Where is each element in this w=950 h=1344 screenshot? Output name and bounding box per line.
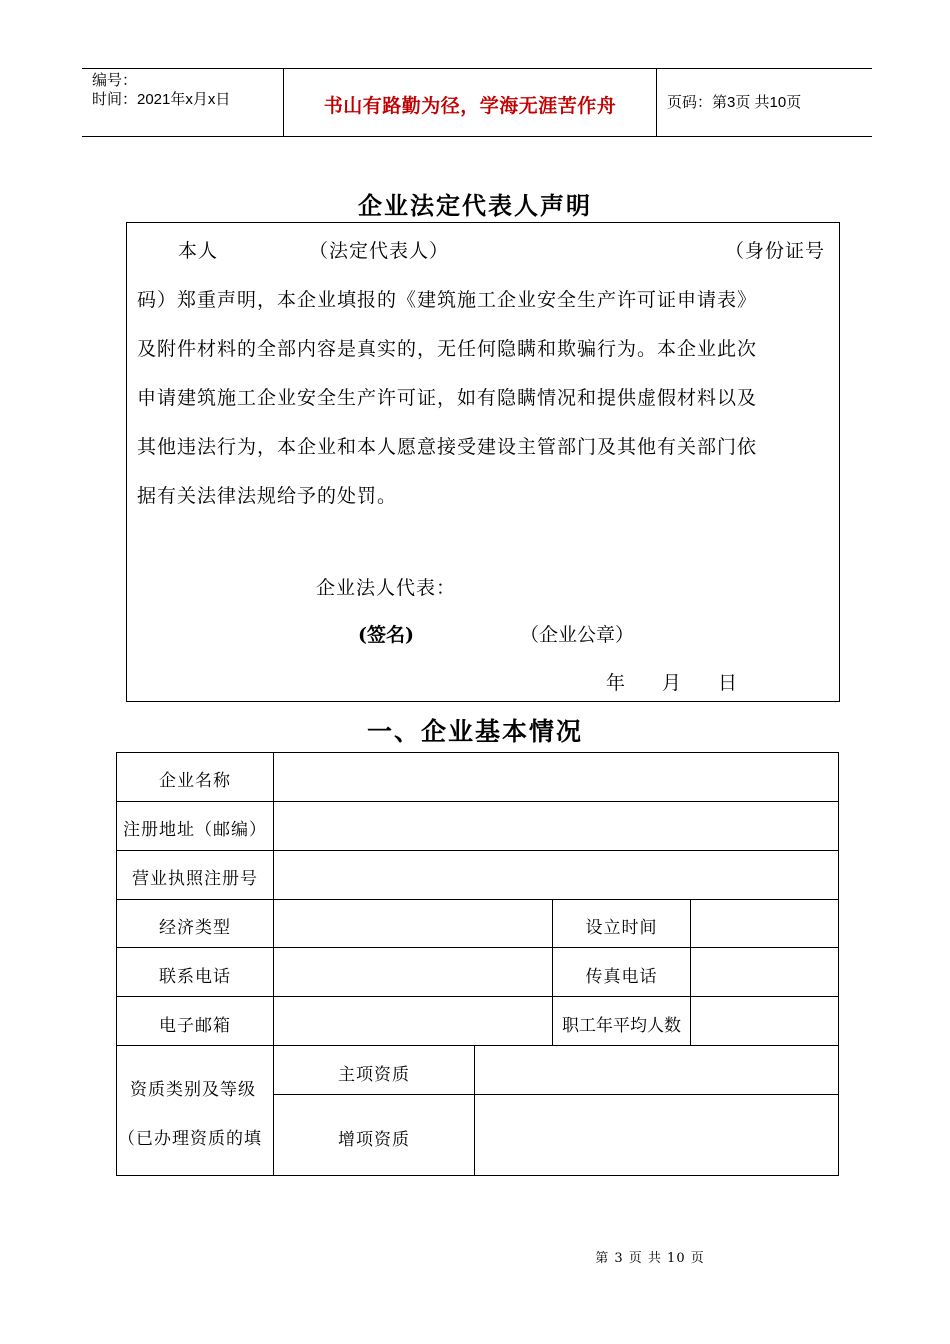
additional-qualification-label: 增项资质: [338, 1130, 410, 1150]
qualification-note-label: （已办理资质的填: [118, 1129, 262, 1149]
header-motto: 书山有路勤为径，学海无涯苦作舟: [323, 95, 617, 117]
company-name-label: 企业名称: [159, 771, 231, 791]
registered-address-label: 注册地址（邮编）: [123, 820, 267, 840]
date-year-label: 年: [606, 672, 626, 694]
declaration-line-4: 申请建筑施工企业安全生产许可证，如有隐瞒情况和提供虚假材料以及: [137, 387, 758, 409]
header-divider-2: [656, 68, 657, 136]
table-rule: [838, 752, 839, 1176]
table-rule: [116, 850, 839, 851]
qualification-label: 资质类别及等级: [130, 1080, 256, 1100]
table-rule: [474, 1045, 475, 1176]
company-seal-label: （企业公章）: [520, 624, 635, 646]
contact-phone-label: 联系电话: [159, 967, 231, 987]
table-rule: [116, 1175, 839, 1176]
header-top-rule: [82, 68, 872, 69]
table-rule: [273, 1094, 839, 1095]
date-month-label: 月: [662, 672, 682, 694]
page-footer: 第 3 页 共 10 页: [595, 1251, 705, 1266]
fax-label: 传真电话: [585, 967, 658, 987]
declaration-line-6: 据有关法律法规给予的处罚。: [137, 485, 398, 507]
declaration-line-3: 及附件材料的全部内容是真实的，无任何隐瞒和欺骗行为。本企业此次: [137, 338, 758, 360]
average-staff-label: 职工年平均人数: [562, 1016, 681, 1036]
table-rule: [116, 1045, 839, 1046]
economic-type-label: 经济类型: [159, 918, 231, 938]
declaration-line-1c: （身份证号: [725, 240, 826, 262]
section-title: 一、企业基本情况: [366, 717, 583, 746]
table-rule: [116, 899, 839, 900]
document-date-label: 时间：2021年x月x日: [92, 91, 231, 108]
legal-rep-label: 企业法人代表：: [316, 577, 457, 599]
header-bottom-rule: [82, 136, 872, 137]
declaration-line-1b: （法定代表人）: [309, 240, 450, 262]
table-rule: [116, 947, 839, 948]
table-rule: [690, 899, 691, 1046]
email-label: 电子邮箱: [159, 1016, 231, 1036]
signature-label: (签名): [358, 624, 414, 646]
business-license-label: 营业执照注册号: [132, 869, 258, 889]
table-rule: [116, 801, 839, 802]
declaration-line-5: 其他违法行为，本企业和本人愿意接受建设主管部门及其他有关部门依: [137, 436, 758, 458]
header-page-indicator: 页码：第3页 共10页: [667, 94, 802, 111]
declaration-title: 企业法定代表人声明: [358, 191, 592, 220]
table-rule: [116, 996, 839, 997]
main-qualification-label: 主项资质: [338, 1065, 410, 1085]
date-day-label: 日: [718, 672, 738, 694]
document-number-label: 编号：: [92, 72, 138, 89]
declaration-line-1a: 本人: [178, 240, 219, 262]
table-rule: [116, 752, 839, 753]
established-date-label: 设立时间: [585, 918, 658, 938]
table-rule: [273, 752, 274, 1176]
declaration-line-2: 码）郑重声明，本企业填报的《建筑施工企业安全生产许可证申请表》: [137, 289, 758, 311]
